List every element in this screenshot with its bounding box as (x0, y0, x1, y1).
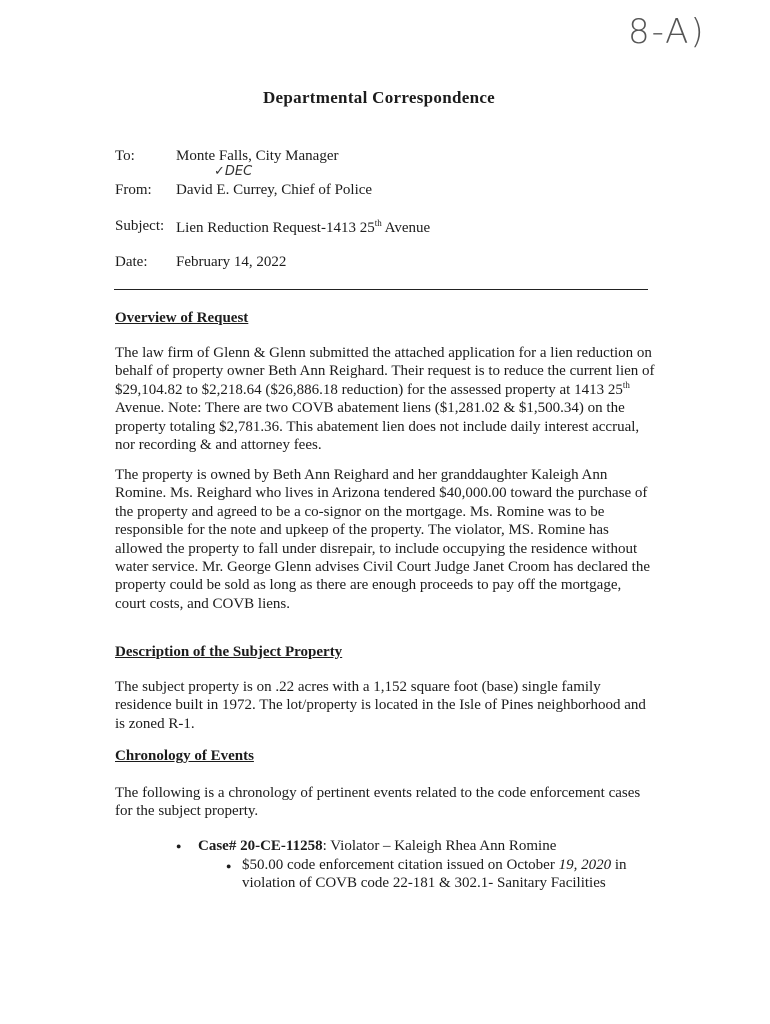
citation-text-end: in violation of COVB code 22-181 & 302.1- Sanitary Facilities (242, 857, 627, 892)
page-number-mark: 8-A) (628, 12, 706, 52)
description-heading: Description of the Subject Property (115, 644, 343, 660)
to-value: Monte Falls, City Manager (176, 148, 339, 164)
case-list-item (176, 838, 556, 855)
overview-paragraph-1 (115, 344, 655, 454)
from-value: David E. Currey, Chief of Police (176, 182, 373, 198)
overview-p1-text-end: Avenue. Note: There are two COVB abatement liens ($1,281.02 & $1,500.34) on the property totaling $2,781.36. This abatement lien does not include daily interest accrual, nor recording & and attorney fees. (115, 400, 640, 454)
date-label: Date: (115, 254, 148, 270)
chronology-paragraph: The following is a chronology of pertinent events related to the code enforcement cases for the subject property. (115, 785, 641, 820)
subject-sup: th (374, 218, 382, 228)
sub-bullet-icon: ● (226, 861, 232, 871)
subject-label: Subject: (115, 218, 165, 234)
date-value: February 14, 2022 (176, 254, 287, 270)
to-label: To: (115, 148, 135, 164)
overview-p1-sup: th (622, 379, 630, 390)
from-label: From: (115, 182, 152, 198)
overview-paragraph-2: The property is owned by Beth Ann Reighard and her granddaughter Kaleigh Ann Romine. Ms. Reighard who lives in Arizona tendered $40,000.00 toward the purchase of the property and agreed to be a co-signor on the mortgage. Ms. Romine was to be responsible for the note and upkeep of the property. The violator, MS. Romine has allowed the property to fall under disrepair, to include occupying the residence without water service. Mr. George Glenn advises Civil Court Judge Janet Croom has declared the property could be sold as long as there are enough proceeds to pay off the mortgage, court costs, and COVB liens. (115, 467, 650, 612)
bullet-icon: ● (176, 841, 182, 851)
case-number: Case# 20-CE-11258 (198, 838, 323, 854)
citation-item (242, 856, 662, 893)
case-violator: : Violator – Kaleigh Rhea Ann Romine (322, 838, 557, 854)
subject-value (176, 218, 430, 237)
subject-text: Lien Reduction Request-1413 25 (176, 220, 375, 236)
description-paragraph: The subject property is on .22 acres with a 1,152 square foot (base) single family residence built in 1972. The lot/property is located in the Isle of Pines neighborhood and is zoned R-1. (115, 679, 646, 732)
citation-text: $50.00 code enforcement citation issued on October (242, 857, 559, 873)
overview-heading: Overview of Request (115, 310, 249, 326)
subject-text-end: Avenue (381, 220, 431, 236)
header-divider (114, 289, 648, 290)
chronology-heading: Chronology of Events (115, 748, 254, 764)
document-title: Departmental Correspondence (262, 88, 496, 107)
overview-p1-text: The law firm of Glenn & Glenn submitted the attached application for a lien reduction on behalf of property owner Beth Ann Reighard. Their request is to reduce the current lien of $29,104.82 to $2,218.64 ($26,886.18 reduction) for the assessed property at 1413 25 (115, 345, 655, 398)
initials-signature: ✓DEC (214, 164, 253, 179)
citation-date: 19, 2020 (558, 857, 612, 873)
